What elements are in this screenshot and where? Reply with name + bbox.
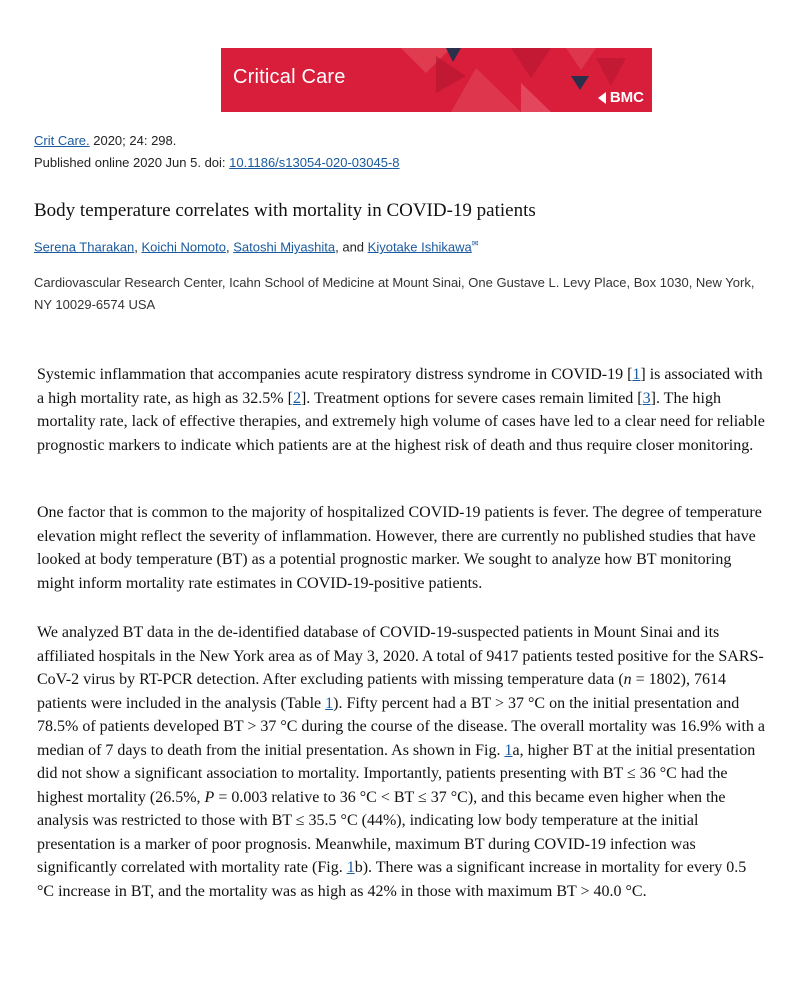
author-link[interactable]: Koichi Nomoto: [141, 239, 226, 255]
journal-link[interactable]: Crit Care.: [34, 133, 90, 148]
table-link[interactable]: 1: [325, 694, 334, 712]
italic-variable: P: [204, 788, 215, 806]
bmc-logo: [598, 89, 644, 106]
author-separator: ,: [226, 239, 234, 255]
published-prefix: Published online 2020 Jun 5. doi:: [34, 155, 230, 170]
author-separator: ,: [134, 239, 142, 255]
text-run: ]. Treatment options for severe cases remain limited [: [300, 389, 643, 407]
citation-details: 2020; 24: 298.: [89, 133, 177, 148]
journal-title: Critical Care: [233, 66, 346, 88]
text-run: Systemic inflammation that accompanies acute respiratory distress syndrome in COVID-19 [: [37, 366, 633, 383]
journal-banner: [221, 48, 652, 112]
text-run: ] is associated with a high mortality rate, as high as 32.5% [: [37, 366, 763, 407]
citation-line: [34, 133, 176, 148]
text-run: a, higher BT at the initial presentation did not show a significant association to mortality. Importantly, patients presenting with BT ≤ 36 °C had the highest mortality (26.5%,: [37, 741, 756, 806]
reference-link[interactable]: 2: [292, 389, 301, 407]
author-list: [34, 239, 478, 254]
text-run: ]. The high mortality rate, lack of effective therapies, and extremely high volume of cases have led to a clear need for reliable prognostic markers to indicate which patients are at the highest risk of death and thus require closer monitoring.: [37, 389, 765, 454]
reference-link[interactable]: 1: [632, 366, 641, 383]
figure-link[interactable]: 1: [504, 741, 513, 759]
affiliation: Cardiovascular Research Center, Icahn School of Medicine at Mount Sinai, One Gustave L. Levy Place, Box 1030, New York, NY 10029-6574 USA: [34, 275, 755, 312]
text-run: = 1802), 7614 patients were included in the analysis (Table: [37, 671, 727, 712]
author-link[interactable]: Satoshi Miyashita: [233, 239, 336, 255]
author-separator: , and: [335, 239, 368, 255]
text-run: We analyzed BT data in the de-identified database of COVID-19-suspected patients in Mount Sinai and its affiliated hospitals in the New York area as of May 3, 2020. A total of 9417 patients tested positive for the SARS-CoV-2 virus by RT-PCR detection. After excluding patients with missing temperature data (: [37, 624, 764, 688]
italic-variable: n: [623, 671, 632, 688]
paragraph-1: [37, 363, 767, 457]
article-title: Body temperature correlates with mortality in COVID-19 patients: [34, 200, 536, 221]
doi-link[interactable]: 10.1186/s13054-020-03045-8: [229, 155, 400, 170]
text-run: ). Fifty percent had a BT > 37 °C on the initial presentation and 78.5% of patients developed BT > 37 °C during the course of the disease. The overall mortality was 16.9% with a median of 7 days to death from the initial presentation. As shown in Fig.: [37, 694, 765, 759]
publisher-name: BMC: [609, 89, 644, 106]
author-link[interactable]: Kiyotake Ishikawa: [367, 239, 472, 255]
text-run: b). There was a significant increase in mortality for every 0.5 °C increase in BT, and the mortality was as high as 42% in those with maximum BT > 40.0 °C.: [37, 859, 747, 900]
mail-icon[interactable]: ✉: [471, 239, 479, 248]
reference-link[interactable]: 3: [642, 389, 651, 407]
figure-link[interactable]: 1: [346, 859, 355, 876]
author-link[interactable]: Serena Tharakan: [34, 239, 135, 255]
paragraph-2: One factor that is common to the majority of hospitalized COVID-19 patients is fever. The degree of temperature elevation might reflect the severity of inflammation. However, there are currently no published studies that have looked at body temperature (BT) as a potential prognostic marker. We sought to analyze how BT monitoring might inform mortality rate estimates in COVID-19-positive patients.: [37, 504, 762, 592]
published-line: [34, 155, 400, 170]
paragraph-3: [37, 621, 767, 903]
bmc-mark-icon: [598, 92, 606, 104]
text-run: = 0.003 relative to 36 °C < BT ≤ 37 °C), and this became even higher when the analysis was restricted to those with BT ≤ 35.5 °C (44%), indicating low body temperature at the initial presentation is a marker of poor prognosis. Meanwhile, maximum BT during COVID-19 infection was significantly correlated with mortality rate (Fig.: [37, 788, 726, 876]
